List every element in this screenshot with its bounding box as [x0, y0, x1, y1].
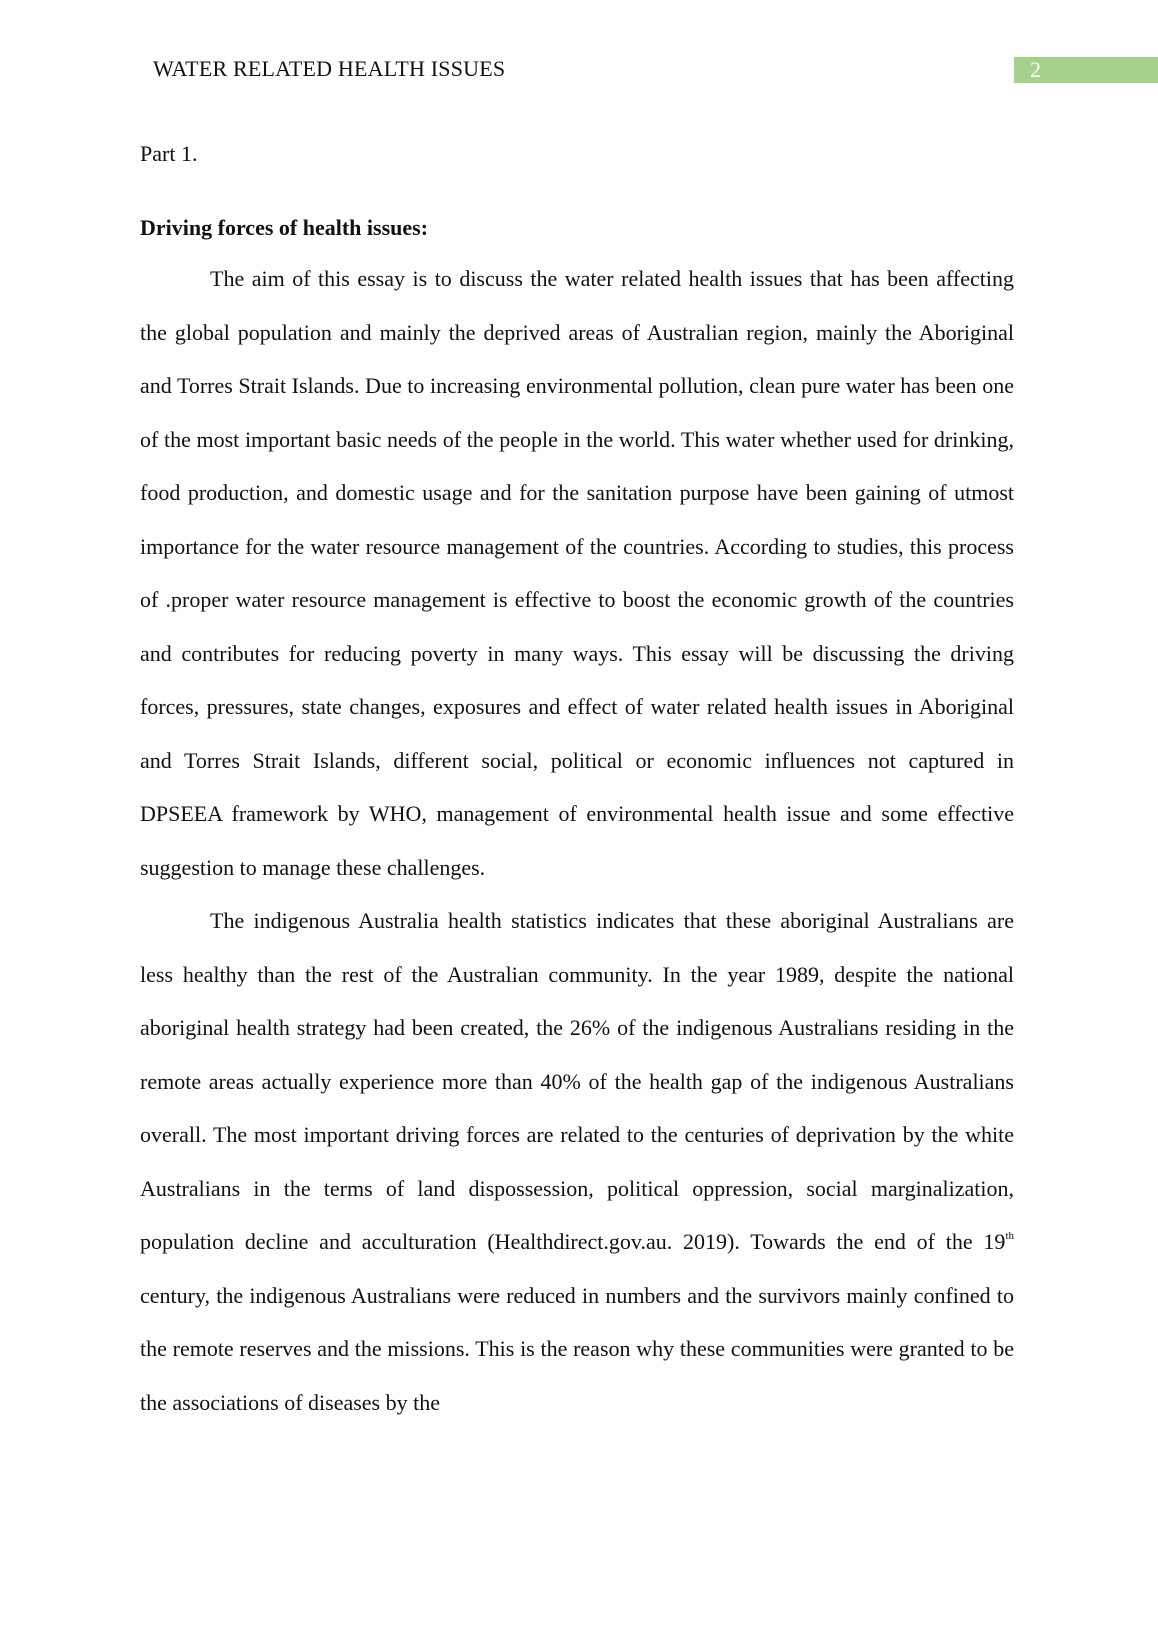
- section-heading: Driving forces of health issues:: [140, 215, 429, 240]
- page-header: [0, 0, 1158, 90]
- paragraph-2-text-b: century, the indigenous Australians were reduced in numbers and the survivors mainly confined to the remote reserves and the missions. This is the reason why these communities were granted to be the associations of diseases by the: [140, 1282, 1014, 1415]
- document-body: [140, 138, 1014, 1429]
- part-label: Part 1.: [140, 141, 198, 166]
- body-paragraph-1: The aim of this essay is to discuss the water related health issues that has been affecting the global population and mainly the deprived areas of Australian region, mainly the Aboriginal and Torres Strait Islands. Due to increasing environmental pollution, clean pure water has been one of the most important basic needs of the people in the world. This water whether used for drinking, food production, and domestic usage and for the sanitation purpose have been gaining of utmost importance for the water resource management of the countries. According to studies, this process of .proper water resource management is effective to boost the economic growth of the countries and contributes for reducing poverty in many ways. This essay will be discussing the driving forces, pressures, state changes, exposures and effect of water related health issues in Aboriginal and Torres Strait Islands, different social, political or economic influences not captured in DPSEEA framework by WHO, management of environmental health issue and some effective suggestion to manage these challenges.: [140, 266, 1014, 880]
- page-number-badge: [1014, 57, 1158, 83]
- body-paragraph-2: [140, 894, 1014, 1429]
- page-number: 2: [1030, 57, 1041, 82]
- ordinal-superscript: th: [1005, 1230, 1014, 1242]
- running-header-title: WATER RELATED HEALTH ISSUES: [153, 56, 506, 81]
- paragraph-2-text-a: The indigenous Australia health statistics indicates that these aboriginal Australians are less healthy than the rest of the Australian community. In the year 1989, despite the national aboriginal health strategy had been created, the 26% of the indigenous Australians residing in the remote areas actually experience more than 40% of the health gap of the indigenous Australians overall. The most important driving forces are related to the centuries of deprivation by the white Australians in the terms of land dispossession, political oppression, social marginalization, population decline and acculturation (Healthdirect.gov.au. 2019). Towards the end of the 19: [140, 908, 1014, 1254]
